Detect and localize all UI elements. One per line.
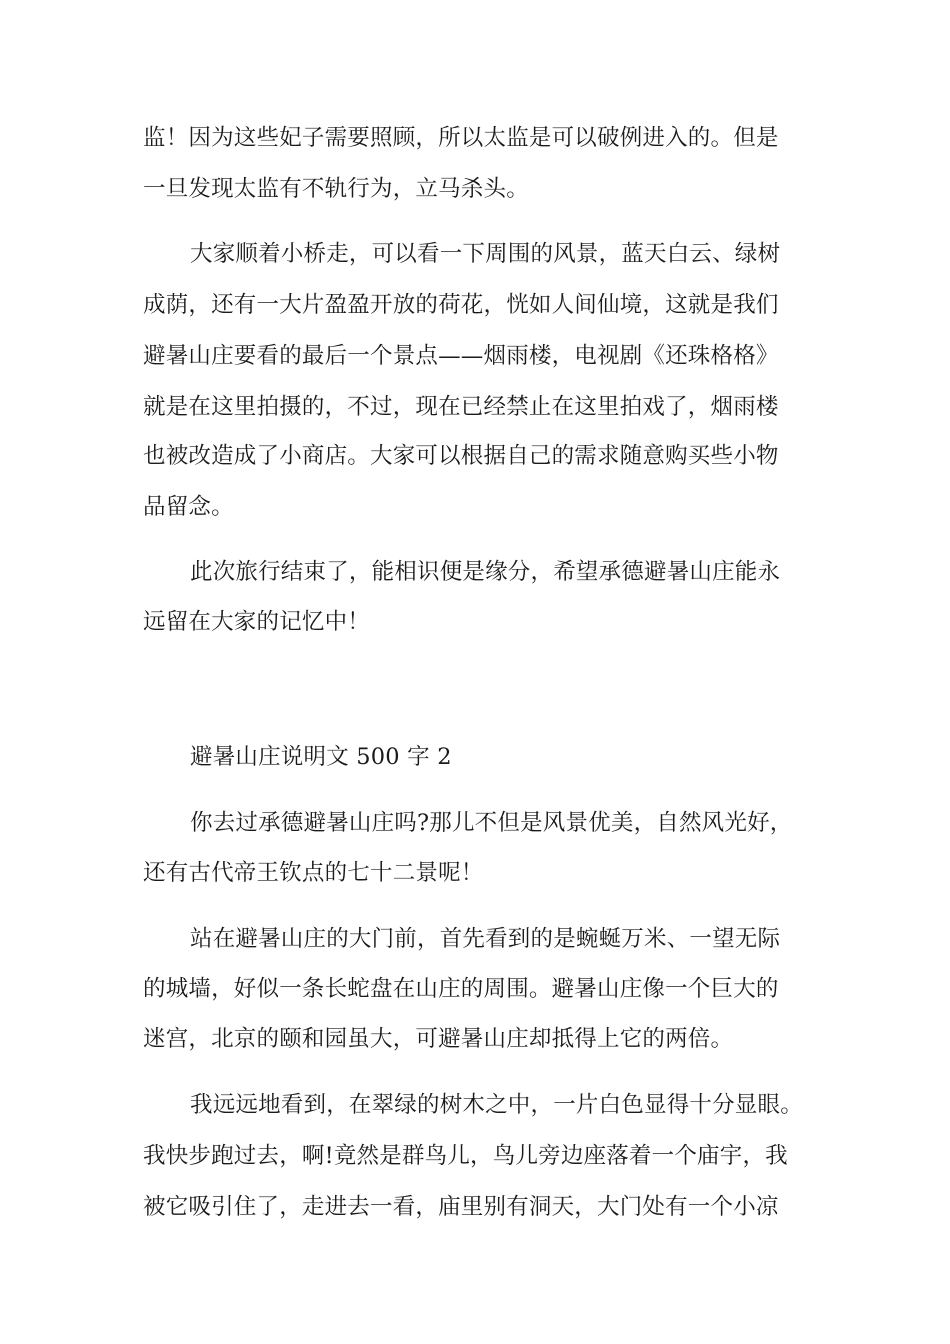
text-line: 监！因为这些妃子需要照顾，所以太监是可以破例进入的。但是 bbox=[143, 125, 779, 151]
text-line: 迷宫，北京的颐和园虽大，可避暑山庄却抵得上它的两倍。 bbox=[143, 1026, 734, 1052]
paragraph-start-line: 大家顺着小桥走，可以看一下周围的风景，蓝天白云、绿树 bbox=[190, 241, 781, 267]
text-line: 远留在大家的记忆中！ bbox=[143, 609, 371, 635]
text-line: 避暑山庄要看的最后一个景点——烟雨楼，电视剧《还珠格格》 bbox=[143, 343, 779, 369]
text-line: 成荫，还有一大片盈盈开放的荷花，恍如人间仙境，这就是我们 bbox=[143, 292, 779, 318]
section-heading: 避暑山庄说明文 500 字 2 bbox=[190, 744, 452, 770]
text-line: 被它吸引住了，走进去一看，庙里别有洞天，大门处有一个小凉 bbox=[143, 1194, 779, 1220]
paragraph-start-line: 你去过承德避暑山庄吗?那儿不但是风景优美，自然风光好， bbox=[190, 810, 793, 836]
paragraph-start-line: 站在避暑山庄的大门前，首先看到的是蜿蜒万米、一望无际 bbox=[190, 926, 781, 952]
text-line: 一旦发现太监有不轨行为，立马杀头。 bbox=[143, 176, 529, 202]
text-line: 还有古代帝王钦点的七十二景呢！ bbox=[143, 860, 484, 886]
text-line: 也被改造成了小商店。大家可以根据自己的需求随意购买些小物 bbox=[143, 443, 779, 469]
text-line: 就是在这里拍摄的，不过，现在已经禁止在这里拍戏了，烟雨楼 bbox=[143, 394, 779, 420]
text-line: 我快步跑过去，啊!竟然是群鸟儿，鸟儿旁边座落着一个庙宇，我 bbox=[143, 1143, 788, 1169]
paragraph-start-line: 此次旅行结束了，能相识便是缘分，希望承德避暑山庄能永 bbox=[190, 559, 781, 585]
paragraph-start-line: 我远远地看到，在翠绿的树木之中，一片白色显得十分显眼。 bbox=[190, 1092, 803, 1118]
text-line: 品留念。 bbox=[143, 494, 234, 520]
text-line: 的城墙，好似一条长蛇盘在山庄的周围。避暑山庄像一个巨大的 bbox=[143, 976, 779, 1002]
